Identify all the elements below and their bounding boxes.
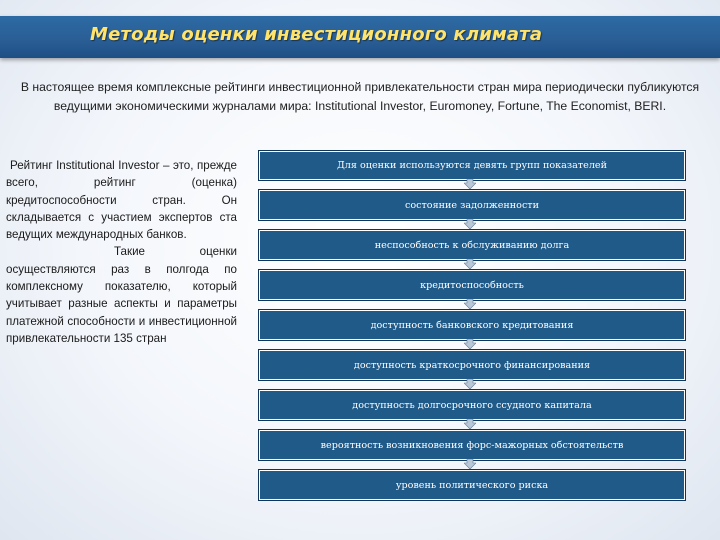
left-text-block: [6, 157, 237, 347]
chain-item-box: [258, 189, 686, 221]
left-paragraph-1: Рейтинг Institutional Investor – это, прежде всего, рейтинг (оценка) кредитоспособности стран. Он складывается с участием экспертов ста ведущих международных банков.: [6, 159, 237, 242]
down-arrow-icon: [464, 299, 476, 309]
down-arrow-icon: [464, 459, 476, 469]
chain-header-label: Для оценки используются девять групп показателей: [337, 160, 607, 171]
chain-item-box: [258, 349, 686, 381]
chain-item-label: уровень политического риска: [395, 479, 549, 491]
chain-item-box: [258, 229, 686, 261]
down-arrow-icon: [464, 219, 476, 229]
chain-item-label: состояние задолженности: [404, 199, 540, 211]
chain-item-box: [258, 269, 686, 301]
chain-header-box: [258, 150, 686, 181]
chain-item-label: вероятность возникновения форс-мажорных обстоятельств: [320, 439, 624, 451]
slide-title: Методы оценки инвестиционного климата: [90, 24, 543, 45]
left-paragraph-2: Такие оценки осуществляются раз в полгода по комплексному показателю, который учитывает разные аспекты и параметры платежной способности и инвестиционной привлекательности 135 стран: [6, 245, 237, 345]
down-arrow-icon: [464, 179, 476, 189]
chain-item-label: доступность долгосрочного ссудного капитала: [352, 399, 592, 411]
down-arrow-icon: [464, 419, 476, 429]
intro-paragraph: В настоящее время комплексные рейтинги инвестиционной привлекательности стран мира периодически публикуются ведущими экономическими журналами мира: Institutional Investor, Euromoney, Fortune, The Economist, BERI.: [20, 80, 700, 113]
chain-item-box: [258, 389, 686, 421]
chain-item-box: [258, 309, 686, 341]
chain-item-label: доступность краткосрочного финансирования: [353, 359, 591, 371]
down-arrow-icon: [464, 259, 476, 269]
down-arrow-icon: [464, 379, 476, 389]
chain-item-box: [258, 469, 686, 501]
chain-item-box: [258, 429, 686, 461]
chain-item-label: кредитоспособность: [420, 279, 524, 291]
chain-item-label: доступность банковского кредитования: [370, 319, 574, 331]
down-arrow-icon: [464, 339, 476, 349]
chain-item-label: неспособность к обслуживанию долга: [374, 239, 570, 251]
